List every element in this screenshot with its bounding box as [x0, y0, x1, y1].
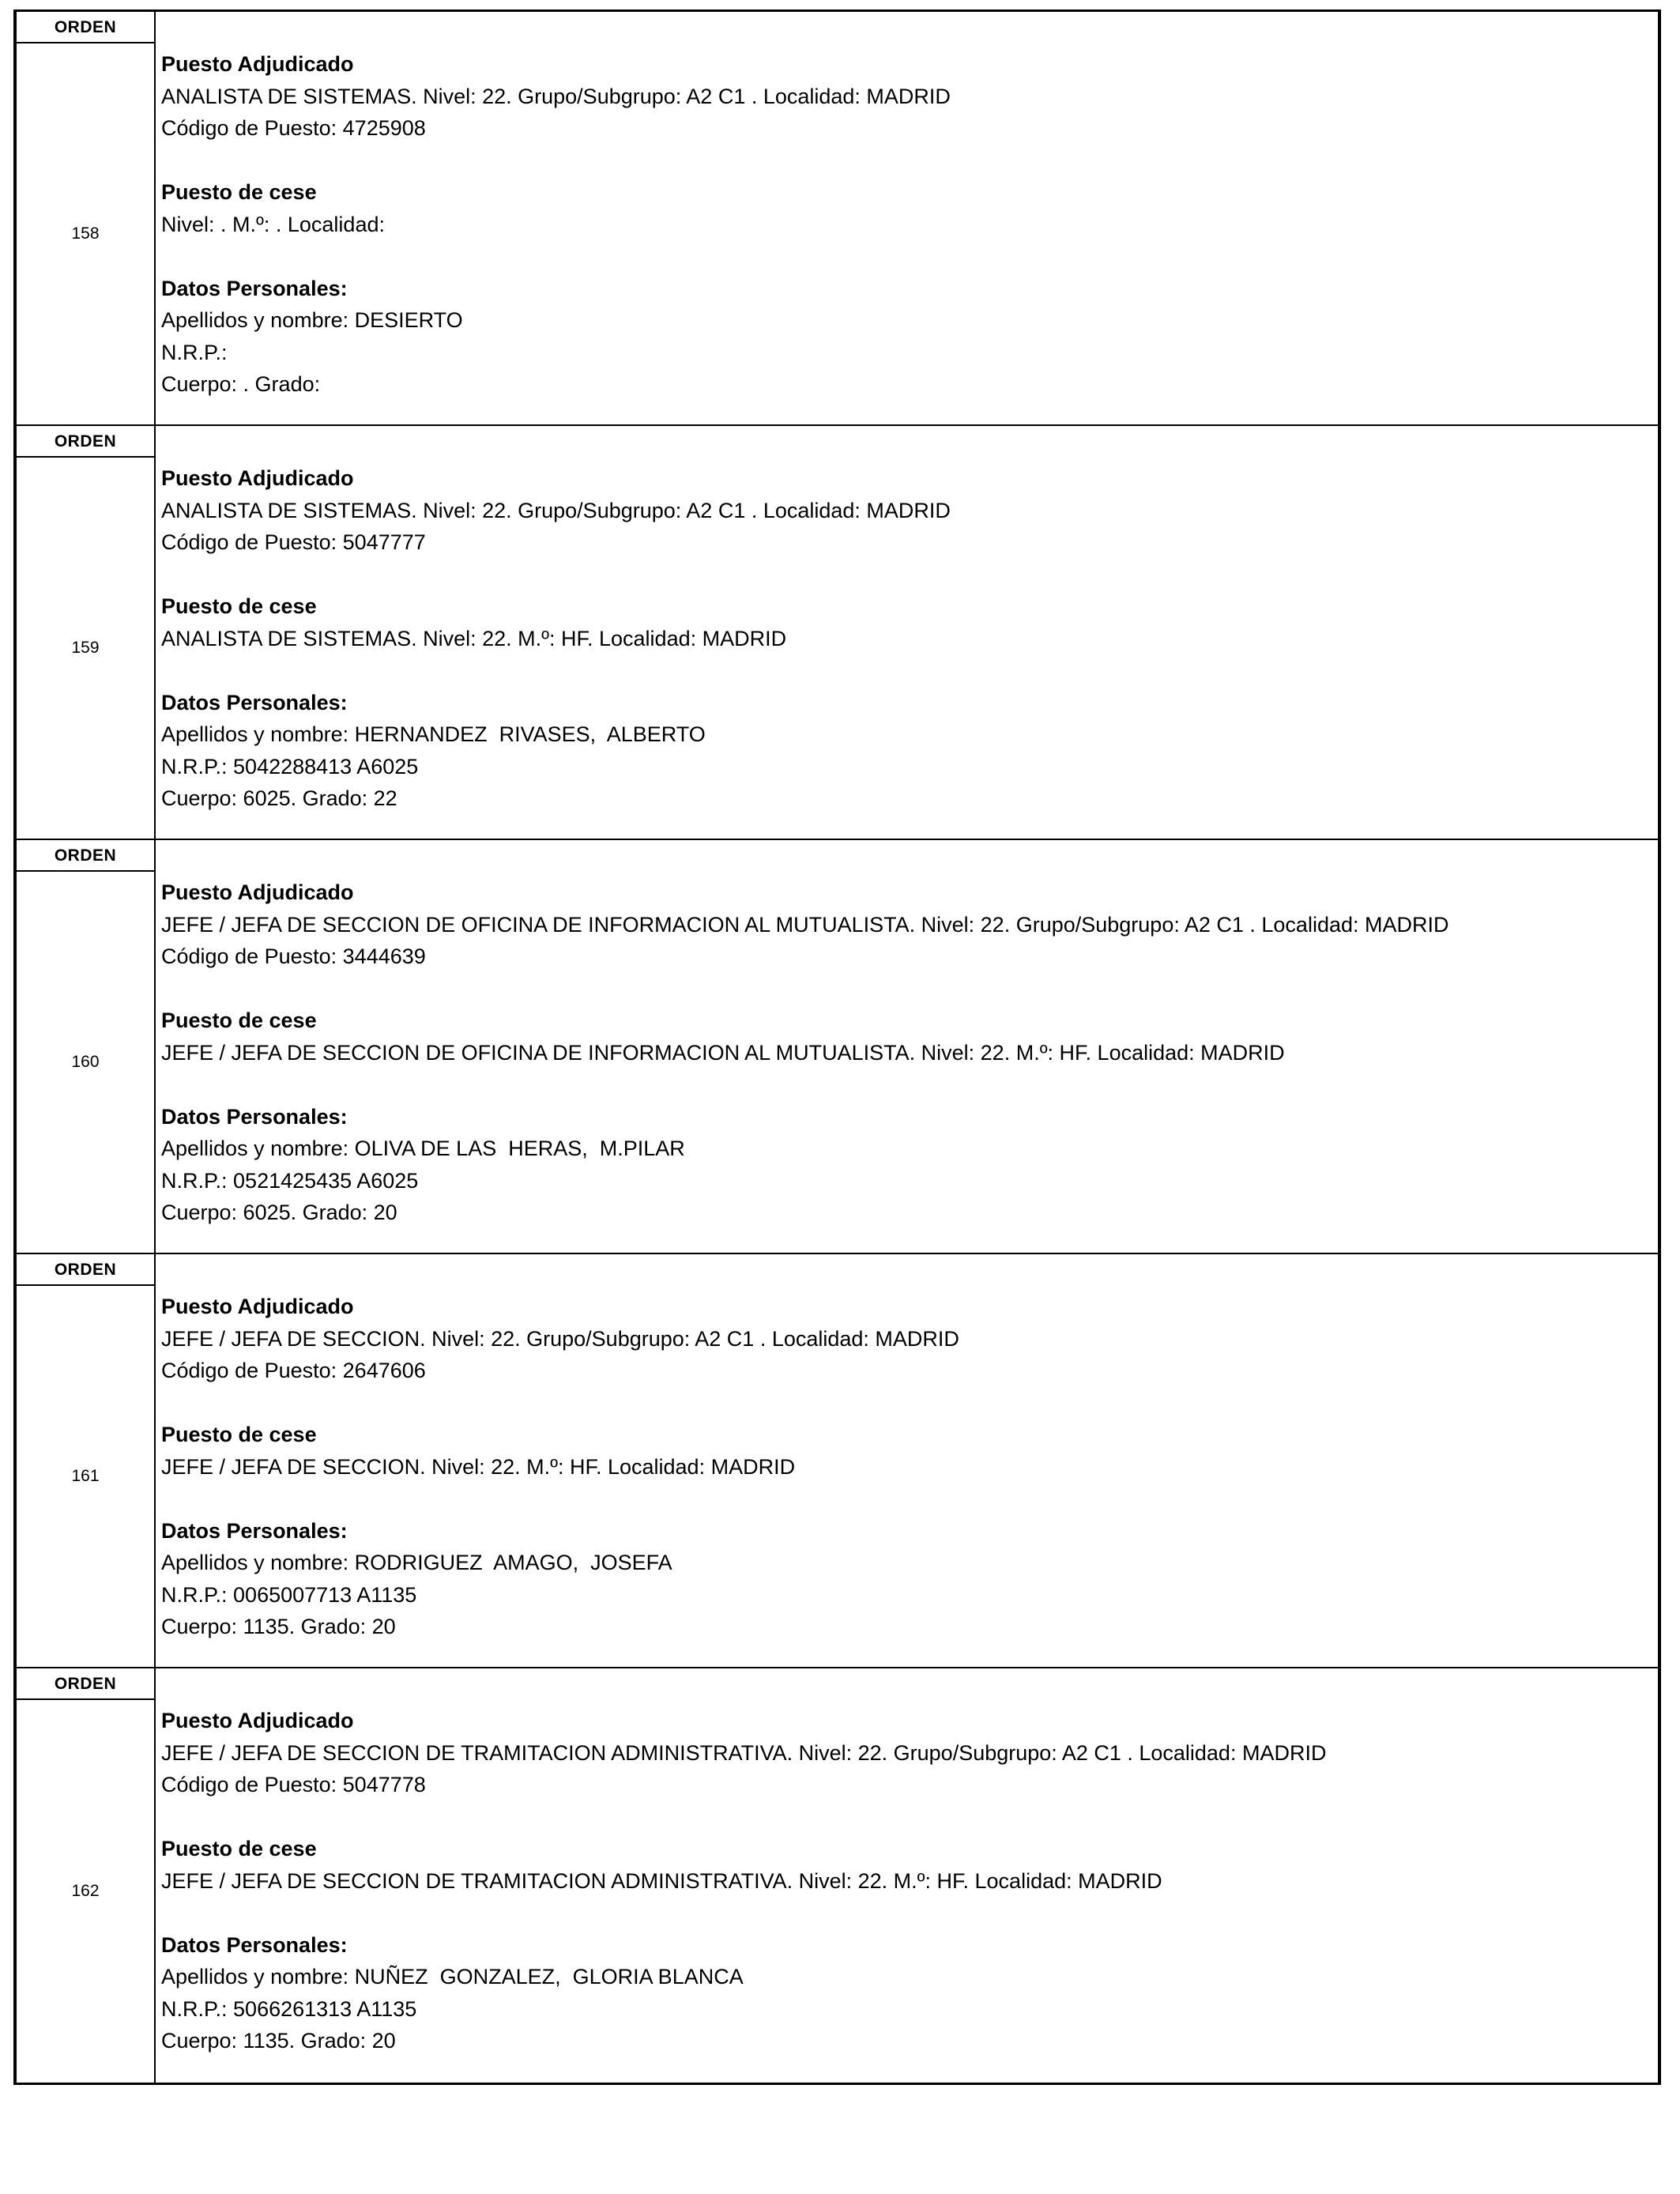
puesto-adjudicado-value: JEFE / JEFA DE SECCION DE TRAMITACION ADMINISTRATIVA. Nivel: 22. Grupo/Subgrupo: A2 C1 . Localidad: MADRID	[161, 1740, 1327, 1765]
cuerpo-grado: Cuerpo: . Grado:	[161, 372, 321, 396]
record-row	[17, 840, 1658, 1254]
puesto-adjudicado-heading: Puesto Adjudicado	[161, 1709, 354, 1732]
codigo-puesto: Código de Puesto: 5047777	[161, 530, 426, 554]
orden-number: 158	[71, 224, 100, 243]
orden-number: 162	[71, 1882, 100, 1900]
orden-header: ORDEN	[17, 1254, 154, 1286]
datos-personales-heading: Datos Personales:	[161, 1932, 348, 1957]
nrp: N.R.P.: 5042288413 A6025	[161, 754, 419, 778]
record-content	[161, 876, 1650, 1229]
puesto-cese-value: JEFE / JEFA DE SECCION DE OFICINA DE INFORMACION AL MUTUALISTA. Nivel: 22. M.º: HF. Localidad: MADRID	[161, 1040, 1285, 1065]
cuerpo-grado: Cuerpo: 1135. Grado: 20	[161, 1615, 396, 1638]
puesto-adjudicado-heading: Puesto Adjudicado	[161, 466, 354, 490]
puesto-cese-value: JEFE / JEFA DE SECCION. Nivel: 22. M.º: HF. Localidad: MADRID	[161, 1454, 796, 1479]
apellidos-nombre: Apellidos y nombre: OLIVA DE LAS HERAS, M.PILAR	[161, 1137, 685, 1160]
orden-column	[17, 12, 156, 424]
puesto-adjudicado-value: JEFE / JEFA DE SECCION. Nivel: 22. Grupo/Subgrupo: A2 C1 . Localidad: MADRID	[161, 1326, 959, 1351]
codigo-puesto: Código de Puesto: 3444639	[161, 944, 426, 968]
cuerpo-grado: Cuerpo: 6025. Grado: 20	[161, 1201, 397, 1224]
apellidos-nombre: Apellidos y nombre: DESIERTO	[161, 308, 463, 332]
record-content	[161, 462, 1650, 815]
orden-header: ORDEN	[17, 840, 154, 872]
datos-personales-heading: Datos Personales:	[161, 690, 348, 714]
puesto-adjudicado-heading: Puesto Adjudicado	[161, 1295, 354, 1318]
puesto-cese-value: Nivel: . M.º: . Localidad:	[161, 212, 385, 236]
nrp: N.R.P.: 0521425435 A6025	[161, 1168, 419, 1193]
puesto-cese-heading: Puesto de cese	[161, 1423, 317, 1446]
orden-number: 159	[71, 639, 100, 657]
orden-header: ORDEN	[17, 1668, 154, 1700]
nrp: N.R.P.: 5066261313 A1135	[161, 1996, 417, 2021]
codigo-puesto: Código de Puesto: 4725908	[161, 116, 426, 140]
puesto-cese-value: ANALISTA DE SISTEMAS. Nivel: 22. M.º: HF. Localidad: MADRID	[161, 626, 787, 650]
puesto-adjudicado-heading: Puesto Adjudicado	[161, 52, 354, 76]
cuerpo-grado: Cuerpo: 6025. Grado: 22	[161, 786, 397, 810]
orden-column	[17, 426, 156, 839]
orden-column	[17, 1668, 156, 2083]
orden-column	[17, 840, 156, 1253]
orden-header: ORDEN	[17, 426, 154, 458]
record-content	[161, 1291, 1650, 1643]
codigo-puesto: Código de Puesto: 2647606	[161, 1359, 426, 1382]
nrp: N.R.P.: 0065007713 A1135	[161, 1582, 417, 1607]
puesto-cese-value: JEFE / JEFA DE SECCION DE TRAMITACION ADMINISTRATIVA. Nivel: 22. M.º: HF. Localidad: MADRID	[161, 1868, 1162, 1893]
adjudication-table	[13, 9, 1661, 2085]
apellidos-nombre: Apellidos y nombre: HERNANDEZ RIVASES, ALBERTO	[161, 722, 706, 746]
nrp: N.R.P.:	[161, 340, 228, 364]
orden-header: ORDEN	[17, 12, 154, 43]
record-row	[17, 1254, 1658, 1668]
record-row	[17, 426, 1658, 840]
record-row	[17, 12, 1658, 426]
orden-column	[17, 1254, 156, 1667]
codigo-puesto: Código de Puesto: 5047778	[161, 1773, 426, 1796]
puesto-adjudicado-value: ANALISTA DE SISTEMAS. Nivel: 22. Grupo/Subgrupo: A2 C1 . Localidad: MADRID	[161, 498, 951, 522]
orden-number: 161	[71, 1467, 100, 1485]
apellidos-nombre: Apellidos y nombre: RODRIGUEZ AMAGO, JOSEFA	[161, 1551, 672, 1574]
orden-number: 160	[71, 1053, 100, 1071]
puesto-cese-heading: Puesto de cese	[161, 180, 317, 204]
puesto-cese-heading: Puesto de cese	[161, 1837, 317, 1860]
puesto-cese-heading: Puesto de cese	[161, 594, 317, 618]
record-content	[161, 48, 1650, 401]
cuerpo-grado: Cuerpo: 1135. Grado: 20	[161, 2029, 396, 2053]
puesto-adjudicado-value: ANALISTA DE SISTEMAS. Nivel: 22. Grupo/Subgrupo: A2 C1 . Localidad: MADRID	[161, 84, 951, 108]
apellidos-nombre: Apellidos y nombre: NUÑEZ GONZALEZ, GLORIA BLANCA	[161, 1965, 744, 1989]
record-content	[161, 1705, 1650, 2057]
puesto-cese-heading: Puesto de cese	[161, 1008, 317, 1032]
datos-personales-heading: Datos Personales:	[161, 276, 348, 300]
puesto-adjudicado-value: JEFE / JEFA DE SECCION DE OFICINA DE INFORMACION AL MUTUALISTA. Nivel: 22. Grupo/Subgrupo: A2 C1 . Localidad: MADRID	[161, 912, 1449, 937]
datos-personales-heading: Datos Personales:	[161, 1104, 348, 1129]
datos-personales-heading: Datos Personales:	[161, 1518, 348, 1543]
record-row	[17, 1668, 1658, 2083]
puesto-adjudicado-heading: Puesto Adjudicado	[161, 880, 354, 904]
